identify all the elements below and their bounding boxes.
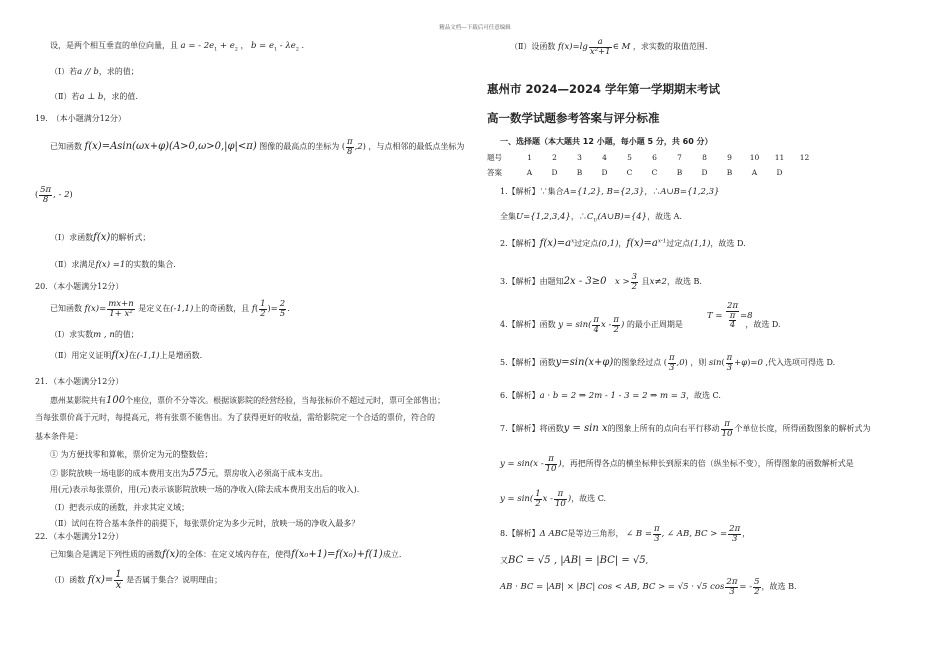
q21-para2: 当每张票价高于元时，每提高元，将有张票不能售出。为了获得更好的收益，需给影院定一个合适的票价，符合的 xyxy=(35,413,435,422)
q21-para1: 惠州某影院共有100个座位，票价不分等次。根据该影院的经营经验，当每张标价不超过元时，票可全部售出； xyxy=(50,395,446,406)
table-cell: 2 xyxy=(552,153,557,162)
table-cell: 4 xyxy=(602,153,607,162)
answer-4-period: T = $\frac{2\pi}{\frac{\pi}{4}}$ =8 xyxy=(707,301,753,330)
table-cell: A xyxy=(751,168,758,177)
q22-stem: 已知集合是满足下列性质的函数f(x)的全体：在定义域内存在，使得f(x₀+1)=f(x₀)+f(1)成立. xyxy=(50,549,402,560)
table-cell: 3 xyxy=(577,153,582,162)
table-cell: 答案 xyxy=(487,168,502,177)
table-cell xyxy=(792,165,817,180)
table-cell: 12 xyxy=(799,153,810,162)
answer-6: 6.【解析】a · b = 2 ⇒ 2m - 1 - 3 = 2 ⇒ m = 3，故选 C. xyxy=(500,391,721,401)
section-heading: 一、选择题（本大题共 12 小题，每小题 5 分，共 60 分） xyxy=(500,137,713,146)
answer-7-line3: y = sin( $\frac{1}{2}$ x - $\frac{\pi}{10}$ )，故选 C. xyxy=(500,489,607,509)
q21-para3: 基本条件是： xyxy=(35,432,83,441)
answer-1: 1.【解析】∵集合A={1,2}, B={2,3}，∴A∪B={1,2,3} xyxy=(500,187,720,197)
answer-7: 7.【解析】将函数y = sin x的图象上所有的点向右平行移动 $\frac{\pi}{10}$ 个单位长度，所得函数图象的解析式为 xyxy=(500,419,871,439)
table-cell: D xyxy=(776,168,783,177)
q18-stem: 设，是两个相互垂直的单位向量，且 a = - $2e_1 + e_2$ ， $b = e_1 - \lambda e_2$ . xyxy=(50,41,305,53)
table-cell: B xyxy=(676,168,683,177)
table-cell: 1 xyxy=(527,153,532,162)
q18-part1: （Ⅰ）若a // b，求的值； xyxy=(50,67,139,77)
table-cell: D xyxy=(701,168,708,177)
q19-stem: 已知函数 f(x)=Asin(ωx+φ)(A>0,ω>0,|φ|<π) 图像的最高点的坐标为 ( $\frac{\pi}{8}$ ,2) ，与点相邻的最低点坐标为 xyxy=(50,137,465,157)
table-cell: 11 xyxy=(774,153,785,162)
q21-cond1: ① 为方便找零和算帐，票价定为元的整数倍； xyxy=(50,450,213,459)
q18-part2: （Ⅱ）若a ⊥ b，求的值. xyxy=(50,92,138,102)
table-cell: 9 xyxy=(727,153,732,162)
table-cell: 6 xyxy=(652,153,657,162)
q22-part2: （Ⅱ）设函数 f(x)=lg $\frac{a}{\text{x²+1}}$ ∈ M ，求实数的取值范围. xyxy=(510,37,708,57)
q19-lowpoint: ( $\frac{5\pi}{8}$ , - 2) xyxy=(35,185,73,205)
q21-heading: 21．（本小题满分12分） xyxy=(35,377,124,386)
q20-stem: 已知函数 f(x)= $\frac{mx+n}{\text{1+ x²}}$ 是定义在(-1,1)上的奇函数，且 f( $\frac{1}{2}$ )= $\frac{2}{5}$ . xyxy=(50,299,290,319)
table-cell: C xyxy=(626,168,633,177)
answer-7-line2: y = sin(x - $\frac{\pi}{10}$ )，再把所得各点的横坐标伸长到原来的倍（纵坐标不变），所得图象的函数解析式是 xyxy=(500,454,854,474)
answer-3: 3.【解析】由题知2x - 3≥0 x > $\frac{3}{2}$ 且x≠2，故选 B. xyxy=(500,272,702,292)
q21-para4: 用(元)表示每张票价，用(元)表示该影院放映一场的净收入(除去成本费用支出后的收入). xyxy=(50,485,360,494)
q21-part1: （Ⅰ）把表示成的函数，并求其定义域； xyxy=(50,503,190,512)
table-cell: 8 xyxy=(702,153,707,162)
answer-4: 4.【解析】函数 y = sin( $\frac{\pi}{4}$ x - $\frac{\pi}{2}$ ) 的最小正周期是 ，故选 D. xyxy=(500,315,781,335)
table-row-answers xyxy=(487,165,817,180)
q20-part2: （Ⅱ）用定义证明f(x)在(-1,1)上是增函数. xyxy=(50,350,203,361)
answer-5: 5.【解析】函数y=sin(x+φ)的图象经过点 ( $\frac{\pi}{3}$ ,0) ，则 sin( $\frac{\pi}{3}$ +φ)=0 ,代入选项可得选 D. xyxy=(500,353,836,373)
q20-part1: （Ⅰ）求实数m , n的值； xyxy=(50,330,139,340)
table-cell: 5 xyxy=(627,153,632,162)
answer-2: 2.【解析】$f(x)=a^x$过定点(0,1)，$f(x)=a^{x-1}$过定点(1,1)，故选 D. xyxy=(500,238,746,249)
table-cell: 10 xyxy=(749,153,760,162)
table-cell: B xyxy=(576,168,583,177)
q19-part1: （Ⅰ）求函数f(x)的解析式； xyxy=(50,232,151,243)
answer-1-cont: 全集U={1,2,3,4}，$\therefore C_U(A\cup B)=\{4\}$，故选 A. xyxy=(500,212,682,224)
q21-cond2: ② 影院放映一场电影的成本费用支出为575元，票房收入必须高于成本支出。 xyxy=(50,468,328,479)
table-cell: B xyxy=(726,168,733,177)
table-cell: D xyxy=(601,168,608,177)
answer-8-line2: 又BC = √5 , |AB| = |BC| = √5, xyxy=(500,555,649,566)
table-cell: D xyxy=(551,168,558,177)
answer-8-line3: AB · BC = |AB| × |BC| cos < AB, BC > = √5 · √5 cos $\frac{2\pi}{3}$ = - $\frac{5}{2}$ ，故选 B. xyxy=(500,577,797,597)
q22-heading: 22．（本小题满分12分） xyxy=(35,532,124,541)
table-cell: 题号 xyxy=(487,153,502,162)
q19-part2: （Ⅱ）求满足f(x) =1的实数的集合. xyxy=(50,260,176,270)
q20-heading: 20．（本小题满分12分） xyxy=(35,282,124,291)
page-header: 精品文档---下载后可任意编辑 xyxy=(439,25,511,31)
table-cell: 7 xyxy=(677,153,682,162)
q19-heading: 19. （本小题满分12分） xyxy=(35,114,126,123)
answer-table xyxy=(487,150,817,180)
answer-8: 8.【解析】Δ ABC是等边三角形， ∠ B = $\frac{\pi}{3}$ , ∠ AB, BC > = $\frac{2\pi}{3}$ ， xyxy=(500,524,751,544)
exam-title: 惠州市 2024—2024 学年第一学期期末考试 xyxy=(487,82,721,96)
table-cell: A xyxy=(526,168,533,177)
answer-title: 高一数学试题参考答案与评分标准 xyxy=(487,111,660,125)
q21-part2: （Ⅱ）试问在符合基本条件的前提下，每张票价定为多少元时，放映一场的净收入最多？ xyxy=(50,519,360,528)
q22-part1: （Ⅰ）函数 f(x)= $\frac{1}{x}$ 是否属于集合？说明理由； xyxy=(50,569,223,591)
table-row-numbers xyxy=(487,150,817,165)
table-cell: C xyxy=(651,168,658,177)
